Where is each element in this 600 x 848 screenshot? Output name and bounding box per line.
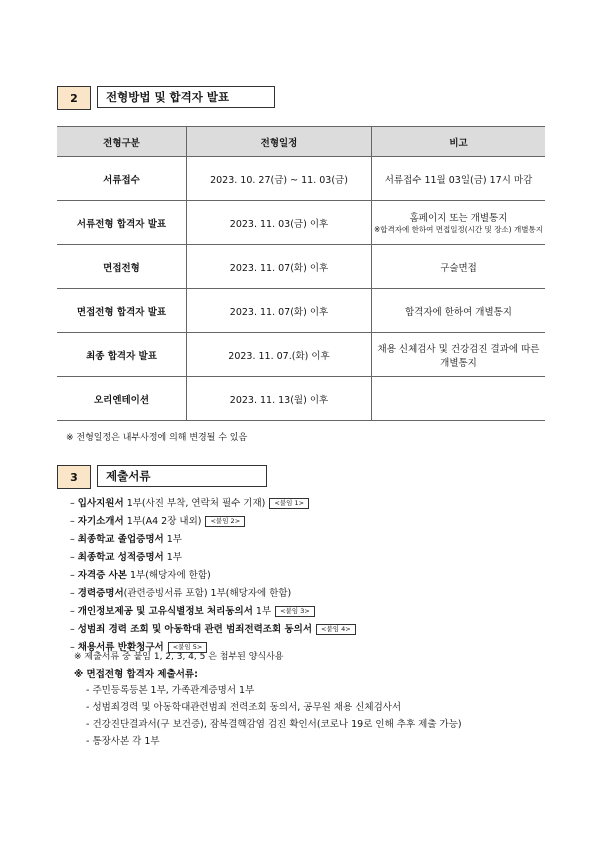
document-name: 개인정보제공 및 고유식별정보 처리동의서: [77, 606, 253, 617]
schedule-cell: 2023. 11. 07.(화) 이후: [187, 333, 372, 377]
document-name: 최종학교 졸업증명서: [77, 534, 164, 545]
schedule-cell: 2023. 11. 07(화) 이후: [187, 245, 372, 289]
table-row: [57, 377, 545, 421]
remark-text: 채용 신체검사 및 건강검진 결과에 따른 개별통지: [377, 343, 540, 369]
document-name: 자기소개서: [77, 516, 124, 527]
list-item: – 입사지원서 1부(사진 부착, 연락처 필수 기재) <붙임 1>: [70, 495, 356, 513]
document-detail: 1부: [163, 552, 182, 563]
document-name: 경력증명서: [77, 588, 124, 599]
schedule-cell: 2023. 10. 27(금) ~ 11. 03(금): [187, 157, 372, 201]
table-row: [57, 289, 545, 333]
attachment-tag: <붙임 5>: [168, 642, 208, 653]
document-name: 최종학교 성적증명서: [77, 552, 164, 563]
required-documents-list: [70, 495, 356, 657]
schedule-cell: 2023. 11. 03(금) 이후: [187, 201, 372, 245]
table-row: [57, 333, 545, 377]
interview-docs-heading: ※ 면접전형 합격자 제출서류:: [74, 669, 198, 680]
section-number: 3: [57, 465, 91, 489]
schedule-cell: 2023. 11. 13(월) 이후: [187, 377, 372, 421]
list-item: – 개인정보제공 및 고유식별정보 처리동의서 1부 <붙임 3>: [70, 603, 356, 621]
column-header: 전형구분: [57, 127, 187, 157]
interview-documents-list: [86, 682, 462, 750]
list-item: – 경력증명서(관련증빙서류 포함) 1부(해당자에 한함): [70, 588, 292, 599]
list-item: – 채용서류 반환청구서 <붙임 5>: [70, 639, 356, 657]
list-item: – 최종학교 졸업증명서 1부: [70, 534, 182, 545]
remark-text: 합격자에 한하여 개별통지: [405, 306, 512, 318]
document-detail: 1부(A4 2장 내외): [123, 516, 202, 527]
remark-cell: [372, 377, 546, 421]
category-cell: 면접전형: [57, 245, 187, 289]
document-name: 채용서류 반환청구서: [77, 642, 164, 653]
forms-note: ※ 제출서류 중 붙임 1, 2, 3, 4, 5 은 첨부된 양식사용: [74, 652, 284, 662]
schedule-cell: 2023. 11. 07(화) 이후: [187, 289, 372, 333]
category-cell: 면접전형 합격자 발표: [57, 289, 187, 333]
column-header: 전형일정: [187, 127, 372, 157]
document-detail: 1부(사진 부착, 연락처 필수 기재): [123, 498, 266, 509]
schedule-note: ※ 전형일정은 내부사정에 의해 변경될 수 있음: [66, 433, 248, 443]
section-2-heading: [57, 86, 275, 110]
list-item: - 성범죄경력 및 아동학대관련범죄 전력조회 동의서, 공무원 채용 신체검사서: [86, 702, 402, 713]
category-cell: 서류전형 합격자 발표: [57, 201, 187, 245]
document-detail: (관련증빙서류 포함) 1부(해당자에 한함): [123, 588, 292, 599]
list-item: - 주민등록등본 1부, 가족관계증명서 1부: [86, 685, 255, 696]
attachment-tag: <붙임 1>: [269, 498, 309, 509]
attachment-tag: <붙임 3>: [275, 606, 315, 617]
remark-cell: [372, 245, 546, 289]
list-item: - 건강진단결과서(구 보건증), 잠복결핵감염 검진 확인서(코로나 19로 인해 추후 제출 가능): [86, 719, 462, 730]
remark-text: 구술면접: [440, 262, 477, 274]
remark-cell: [372, 333, 546, 377]
remark-subnote: ※합격자에 한하여 면접일정(시간 및 장소) 개별통지: [374, 225, 543, 234]
document-name: 성범죄 경력 조회 및 아동학대 관련 범죄전력조회 동의서: [77, 624, 313, 635]
remark-cell: [372, 157, 546, 201]
document-detail: 1부: [252, 606, 272, 617]
remark-text: 서류접수 11월 03일(금) 17시 마감: [384, 174, 533, 186]
section-title: 제출서류: [97, 465, 267, 487]
attachment-tag: <붙임 4>: [316, 624, 356, 635]
list-item: – 자격증 사본 1부(해당자에 한함): [70, 570, 211, 581]
remark-text: 홈페이지 또는 개별통지: [409, 213, 508, 224]
schedule-table: [57, 126, 545, 421]
category-cell: 최종 합격자 발표: [57, 333, 187, 377]
category-cell: 서류접수: [57, 157, 187, 201]
column-header: 비고: [372, 127, 546, 157]
document-detail: 1부(해당자에 한함): [126, 570, 211, 581]
list-item: – 최종학교 성적증명서 1부: [70, 552, 182, 563]
list-item: – 자기소개서 1부(A4 2장 내외) <붙임 2>: [70, 513, 356, 531]
section-title: 전형방법 및 합격자 발표: [97, 86, 275, 108]
remark-cell: [372, 289, 546, 333]
document-name: 자격증 사본: [77, 570, 127, 581]
table-header-row: [57, 127, 545, 157]
remark-cell: [372, 201, 546, 245]
section-3-heading: [57, 465, 267, 489]
list-item: - 통장사본 각 1부: [86, 736, 160, 747]
category-cell: 오리엔테이션: [57, 377, 187, 421]
document-detail: 1부: [163, 534, 182, 545]
document-name: 입사지원서: [77, 498, 124, 509]
table-row: [57, 201, 545, 245]
table-row: [57, 157, 545, 201]
list-item: – 성범죄 경력 조회 및 아동학대 관련 범죄전력조회 동의서 <붙임 4>: [70, 621, 356, 639]
table-row: [57, 245, 545, 289]
section-number: 2: [57, 86, 91, 110]
attachment-tag: <붙임 2>: [205, 516, 245, 527]
